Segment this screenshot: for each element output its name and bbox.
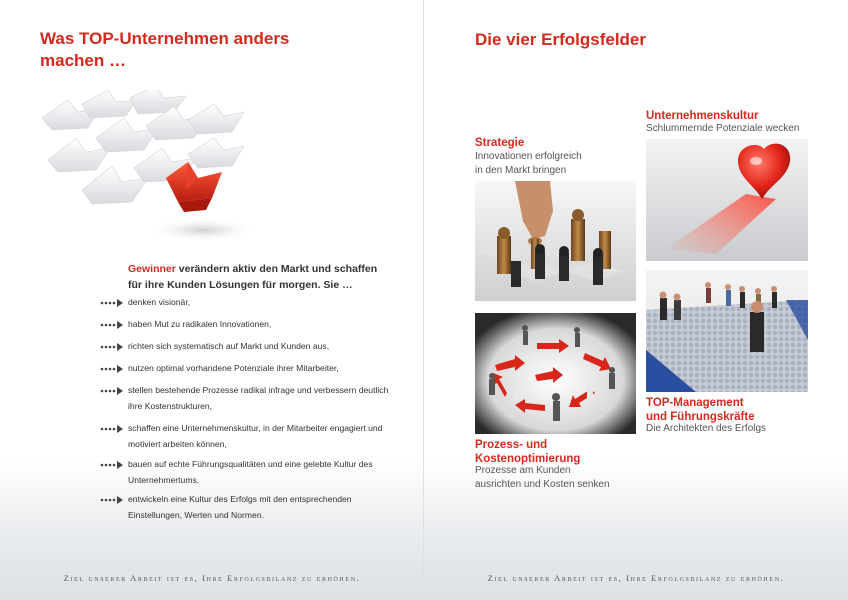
intro-text: verändern aktiv den Markt und schaffen für ihre Kunden Lösungen für morgen. Sie …: [128, 263, 378, 291]
strategie-subtitle: [475, 150, 635, 178]
dotted-arrow-icon: [100, 321, 124, 329]
management-heading-line: und Führungskräfte: [646, 411, 755, 423]
bullet-text: haben Mut zu radikalen Innovationen,: [128, 319, 272, 329]
dotted-arrow-icon: [100, 299, 124, 307]
prozess-subtitle: [475, 464, 655, 492]
bullet-text: bauen auf echte Führungsqualitäten und eine gelebte Kultur des Unternehmertums,: [128, 459, 373, 485]
bullet-text: nutzen optimal vorhandene Potenziale ihrer Mitarbeiter,: [128, 363, 339, 373]
process-figures-photo: [475, 313, 636, 434]
bullet-text: stellen bestehende Prozesse radikal infrage und verbessern deutlich ihre Kostenstrukturen,: [128, 385, 389, 411]
management-heading: [646, 396, 755, 424]
right-page: [424, 0, 848, 600]
intro-highlight: Gewinner: [128, 263, 176, 275]
kultur-subtitle-line: Schlummernde Potenziale wecken: [646, 123, 800, 134]
right-footer-tagline: Ziel unserer Arbeit ist es, Ihre Erfolgsbilanz zu erhöhen.: [487, 573, 785, 583]
prozess-heading-line: Kostenoptimierung: [475, 453, 581, 465]
dotted-arrow-icon: [100, 461, 124, 469]
dotted-arrow-icon: [100, 496, 124, 504]
strategie-subtitle-line: Innovationen erfolgreich: [475, 151, 582, 162]
left-footer-tagline: Ziel unserer Arbeit ist es, Ihre Erfolgsbilanz zu erhöhen.: [63, 573, 361, 583]
red-boat-shadow: [148, 218, 258, 242]
prozess-heading-line: Prozess- und: [475, 439, 548, 451]
business-figures-photo: [646, 270, 808, 392]
kultur-heading: Unternehmenskultur: [646, 110, 759, 122]
dotted-arrow-icon: [100, 387, 124, 395]
intro-paragraph: [128, 261, 378, 293]
chess-hand-photo: [475, 181, 636, 301]
management-subtitle-line: Die Architekten des Erfolgs: [646, 423, 767, 434]
bullet-text: entwickeln eine Kultur des Erfolgs mit den entsprechenden Einstellungen, Werten und Normen.: [128, 494, 352, 520]
kultur-subtitle: [646, 122, 826, 136]
strategie-heading: Strategie: [475, 137, 525, 149]
paper-boats-illustration: [38, 90, 258, 250]
prozess-subtitle-line: Prozesse am Kunden: [475, 465, 571, 476]
prozess-subtitle-line: ausrichten und Kosten senken: [475, 479, 610, 490]
right-page-title: Die vier Erfolgsfelder: [475, 30, 647, 49]
management-subtitle: [646, 422, 826, 436]
dotted-arrow-icon: [100, 343, 124, 351]
dotted-arrow-icon: [100, 365, 124, 373]
left-page-title: Was TOP-Unternehmen anders machen …: [40, 29, 290, 70]
red-heart-photo: [646, 139, 808, 261]
management-heading-line: TOP-Management: [646, 397, 744, 409]
strategie-subtitle-line: in den Markt bringen: [475, 165, 567, 176]
bullet-text: schaffen eine Unternehmenskultur, in der Mitarbeiter engagiert und motiviert arbeiten können,: [128, 423, 383, 449]
bullet-text: denken visionär,: [128, 297, 191, 307]
bullet-text: richten sich systematisch auf Markt und Kunden aus,: [128, 341, 330, 351]
prozess-heading: [475, 438, 580, 466]
dotted-arrow-icon: [100, 425, 124, 433]
